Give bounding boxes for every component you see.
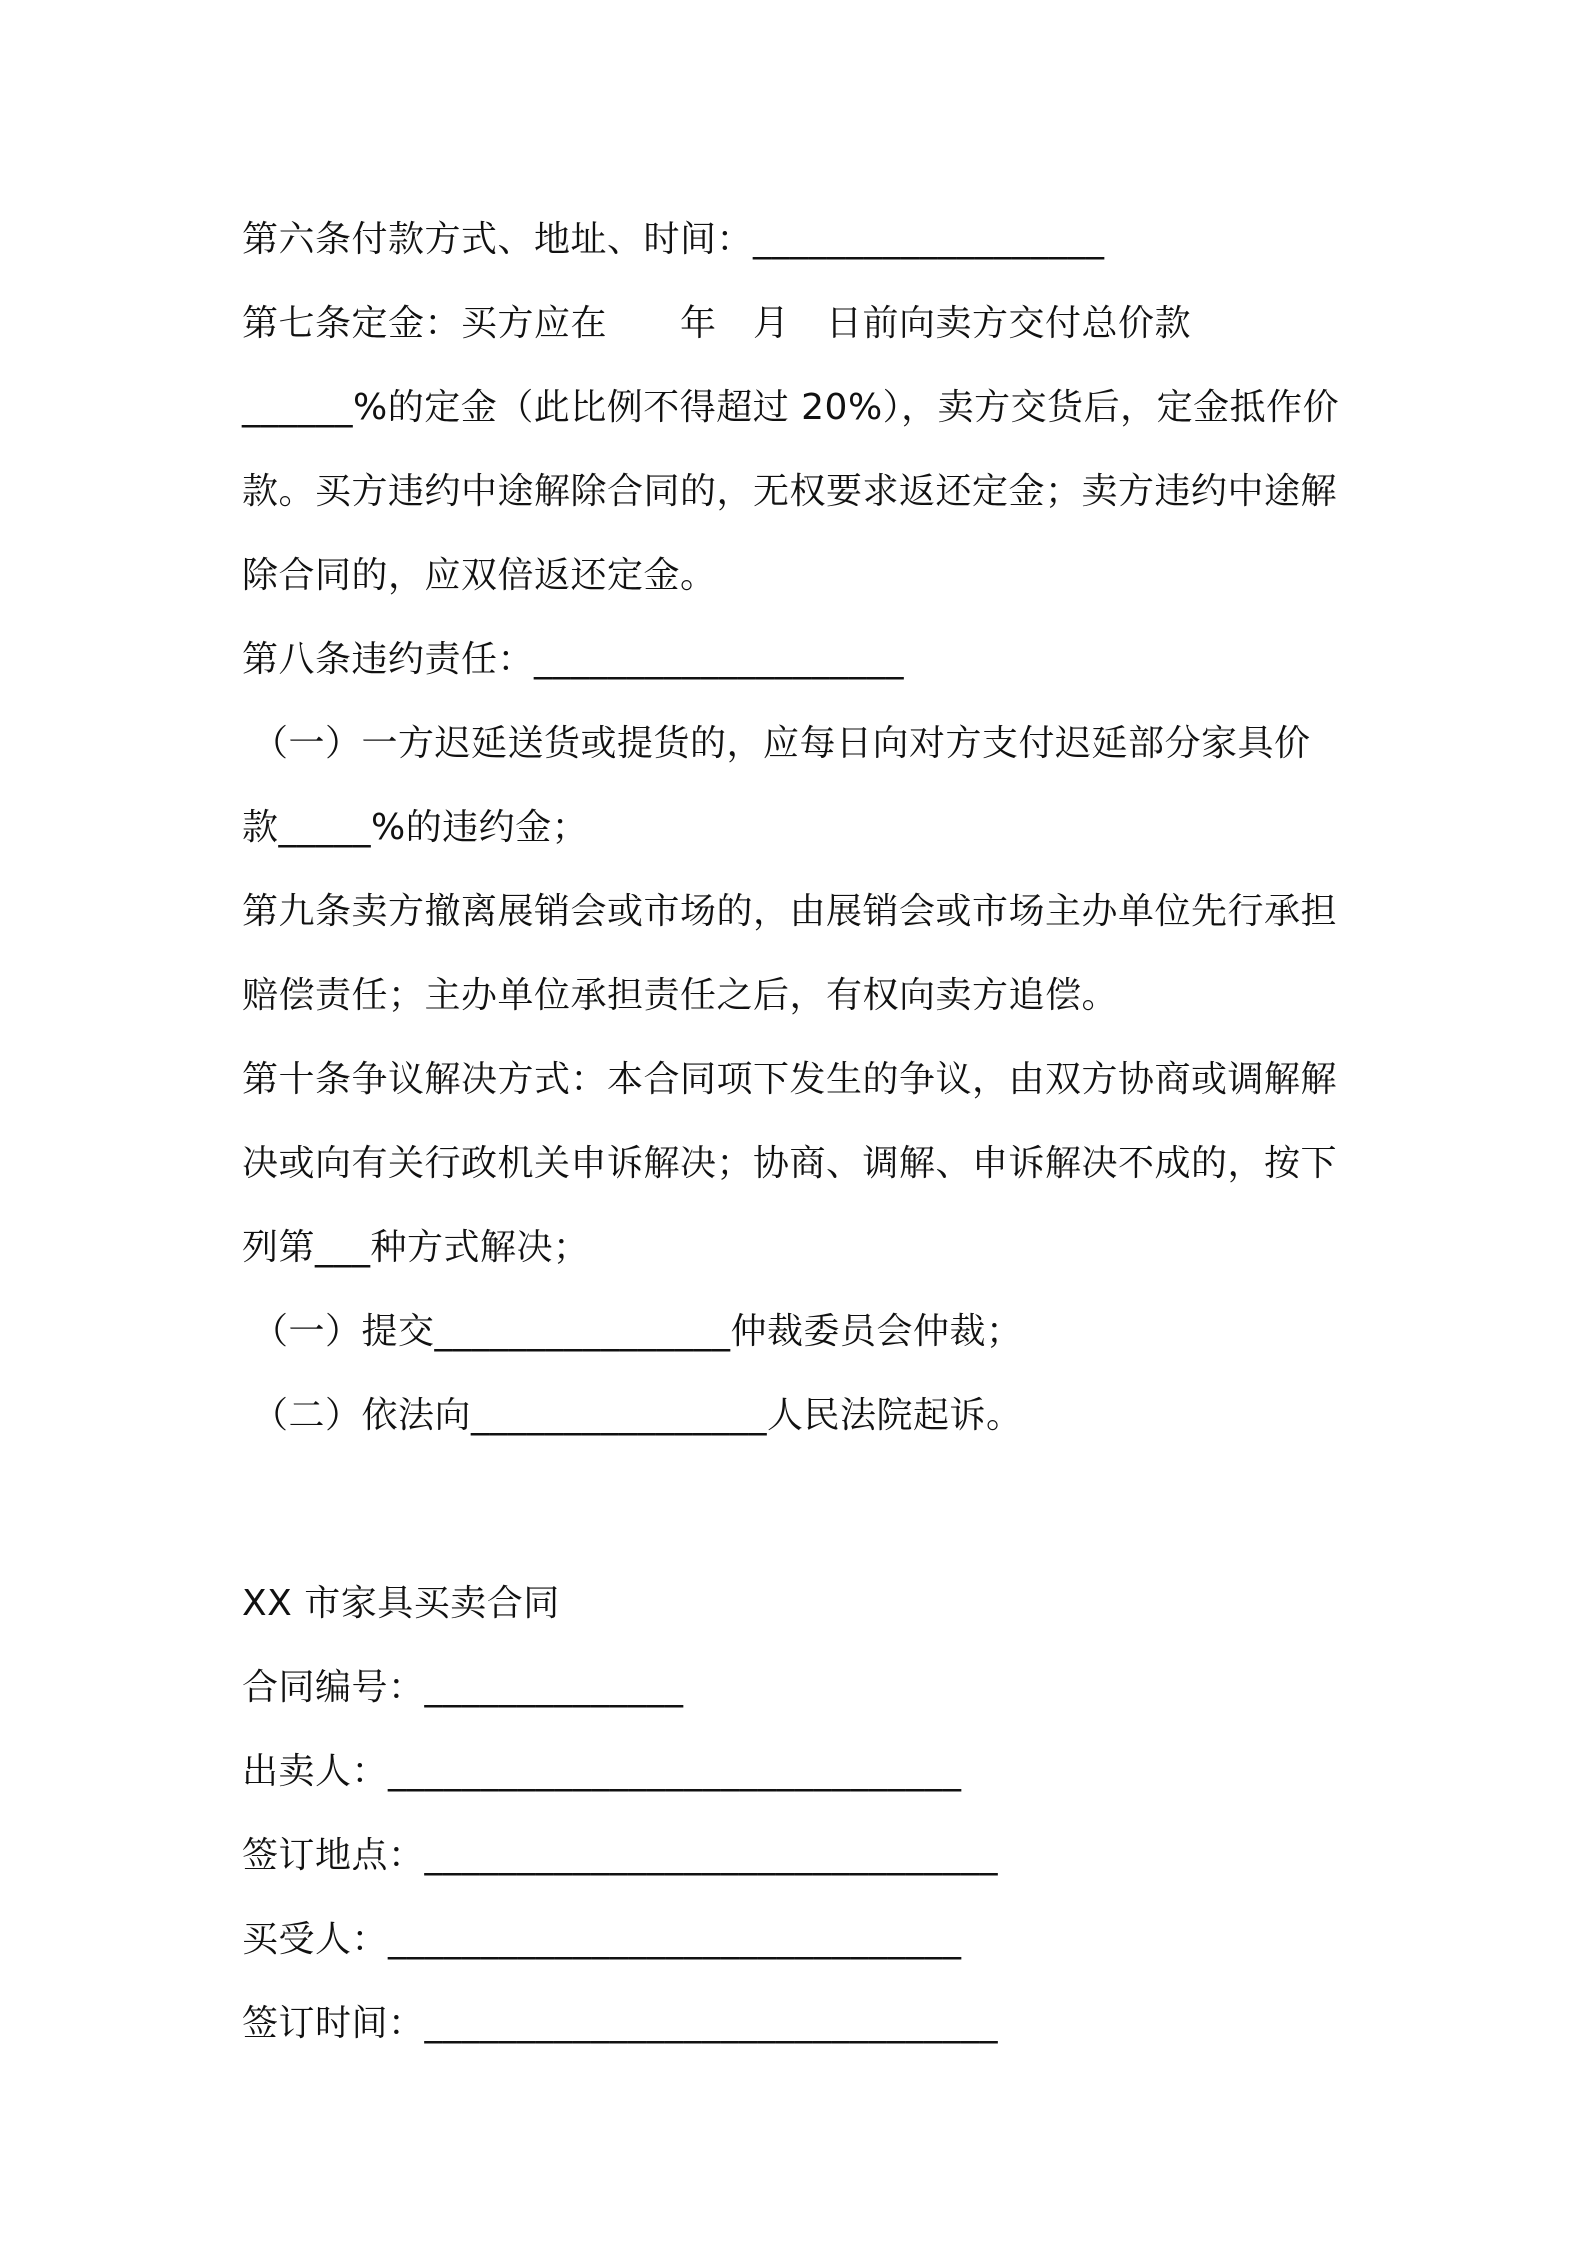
clause-9-line-2: 赔偿责任；主办单位承担责任之后，有权向卖方追偿。	[242, 975, 1119, 1016]
field-signing-place: 签订地点：_______________________________	[242, 1835, 999, 1876]
contract-title: XX 市家具买卖合同	[242, 1583, 560, 1624]
clause-10-line-3: 列第___种方式解决；	[242, 1227, 590, 1268]
clause-7-deposit-line-2: ______%的定金（此比例不得超过 20%），卖方交货后，定金抵作价	[242, 387, 1340, 428]
field-buyer: 买受人：_______________________________	[242, 1919, 962, 1960]
clause-7-deposit-line-3: 款。买方违约中途解除合同的，无权要求返还定金；卖方违约中途解	[242, 471, 1338, 512]
clause-6-payment: 第六条付款方式、地址、时间：___________________	[242, 219, 1105, 260]
field-contract-number: 合同编号：______________	[242, 1667, 684, 1708]
field-seller: 出卖人：_______________________________	[242, 1751, 962, 1792]
clause-7-deposit-line-1: 第七条定金：买方应在 年 月 日前向卖方交付总价款	[242, 303, 1192, 344]
clause-8-item-1-line-2: 款_____%的违约金；	[242, 807, 589, 848]
clause-8-item-1-line-1: （一）一方迟延送货或提货的，应每日向对方支付迟延部分家具价	[252, 723, 1311, 764]
clause-10-line-1: 第十条争议解决方式：本合同项下发生的争议，由双方协商或调解解	[242, 1059, 1338, 1100]
clause-7-deposit-line-4: 除合同的，应双倍返还定金。	[242, 555, 717, 596]
clause-8-liability: 第八条违约责任：____________________	[242, 639, 905, 680]
clause-10-option-2: （二）依法向________________人民法院起诉。	[252, 1395, 1023, 1436]
document-body	[242, 198, 1362, 2066]
field-signing-time: 签订时间：_______________________________	[242, 2003, 999, 2044]
clause-9-line-1: 第九条卖方撤离展销会或市场的，由展销会或市场主办单位先行承担	[242, 891, 1338, 932]
clause-10-option-1: （一）提交________________仲裁委员会仲裁；	[252, 1311, 1023, 1352]
section-gap	[242, 1458, 1362, 1562]
clause-10-line-2: 决或向有关行政机关申诉解决；协商、调解、申诉解决不成的，按下	[242, 1143, 1338, 1184]
